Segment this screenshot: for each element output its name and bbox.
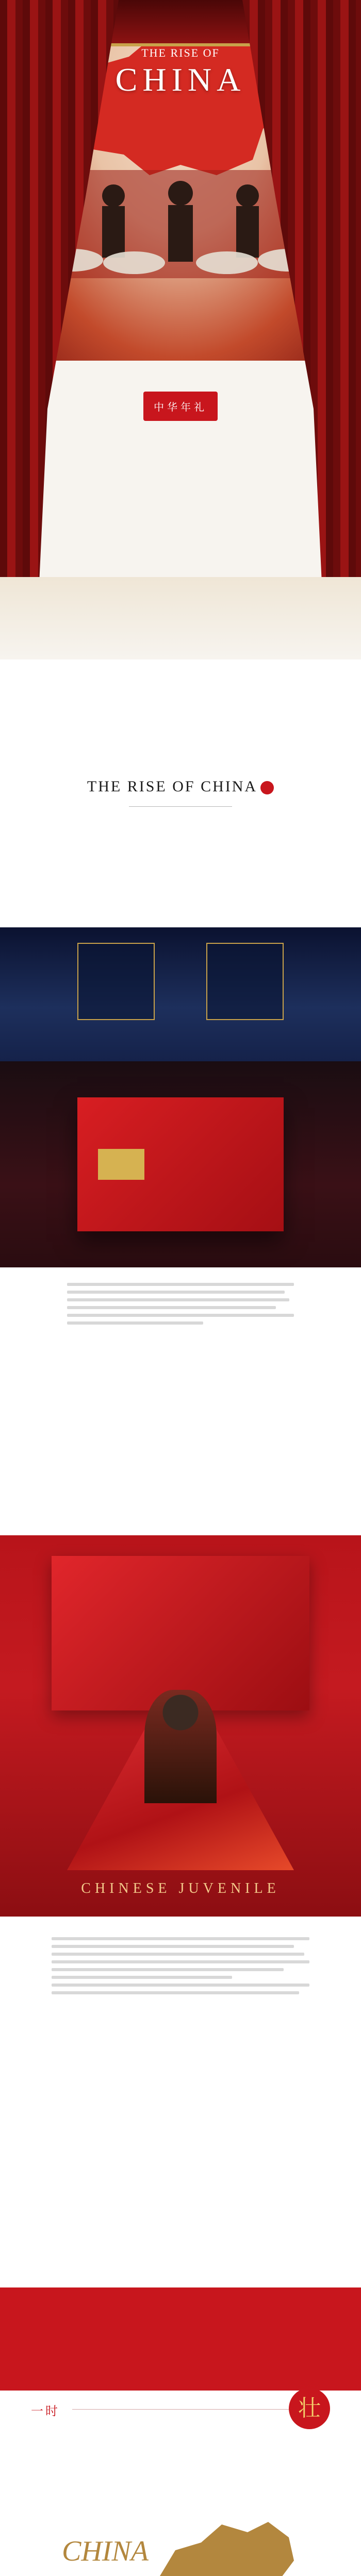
divider (129, 806, 232, 807)
round-seal: 壮 (289, 2388, 330, 2429)
juvenile-section (0, 1535, 361, 1917)
figure-illustration (144, 1690, 217, 1803)
rise-title (0, 778, 361, 795)
hero-title-big: CHINA (115, 61, 246, 98)
red-seal-icon (260, 781, 274, 794)
red-banner (0, 2287, 361, 2391)
plaque-left (77, 943, 155, 1020)
section-mark: 一时 (31, 2404, 60, 2418)
hero-brand (0, 392, 361, 421)
gold-map-emblem (98, 1149, 144, 1180)
text-block (67, 1283, 294, 1329)
china-map-gold (150, 2514, 299, 2576)
text-section-2 (0, 1917, 361, 2287)
rise-title-text: THE RISE OF CHINA (87, 778, 258, 795)
intro-section (0, 659, 361, 927)
red-package-image (52, 1556, 309, 1710)
plaque-right (206, 943, 284, 1020)
divider (72, 2409, 289, 2410)
night-sky-section (0, 927, 361, 1061)
china-map-section (0, 2504, 361, 2576)
hero-section (0, 0, 361, 659)
text-block (52, 1937, 309, 1999)
hero-title-small: THE RISE OF (141, 46, 220, 59)
red-banner-section (0, 2287, 361, 2504)
stage-floor (0, 577, 361, 659)
gift-box-image (77, 1097, 284, 1231)
brand-seal: 中华年礼 (143, 392, 218, 421)
juvenile-tagline: CHINESE JUVENILE (81, 1880, 280, 1896)
gift-box-section (0, 1061, 361, 1267)
text-section-1 (0, 1267, 361, 1535)
china-script-title: CHINA (62, 2535, 149, 2567)
